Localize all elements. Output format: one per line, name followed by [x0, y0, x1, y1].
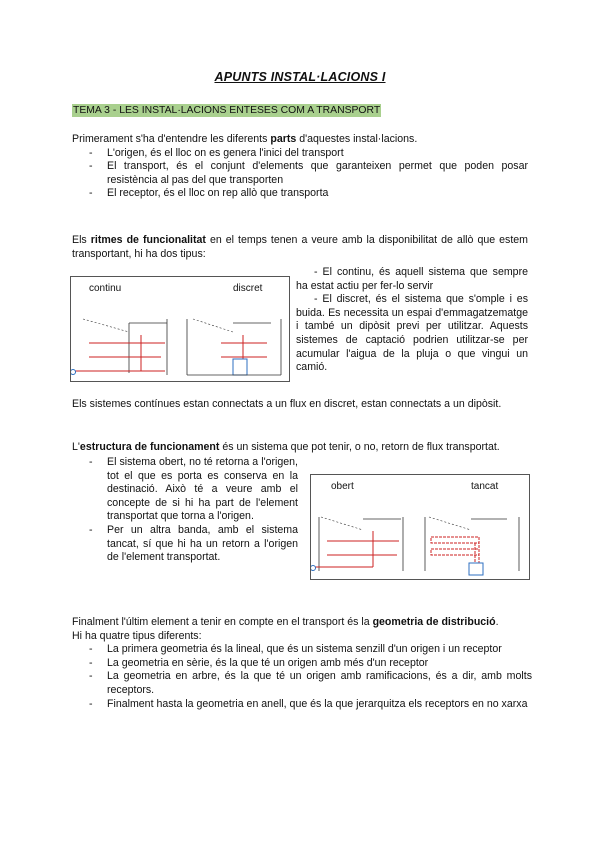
- list-item: - La geometria en arbre, és la que té un origen amb ramificacions, és a dir, amb molts receptors.: [72, 670, 532, 697]
- ritmes-figure: [70, 276, 290, 382]
- parts-section: [72, 133, 528, 201]
- list-item: - El receptor, és el lloc on rep allò que transporta: [72, 187, 528, 201]
- geometria-line2: Hi ha quatre tipus diferents:: [72, 629, 202, 642]
- section-heading: TEMA 3 - LES INSTAL·LACIONS ENTESES COM A TRANSPORT: [73, 105, 381, 116]
- ritmes-summary: Els sistemes contínues estan connectats a un flux en discret, estan connectats a un dipòsit.: [72, 398, 502, 410]
- list-item: - El discret, és el sistema que s'omple i es buida. Es necessita un espai d'emmagatzematge i també un dipòsit previ per utilitzar. Aquests sistemes de captació podrien utilitzar-se per acumular l'aigua de la pluja o que vingui un camió.: [296, 293, 528, 374]
- discret-label: discret: [233, 283, 263, 294]
- ritmes-intro: Els ritmes de funcionalitat en el temps tenen a veure amb la disponibilitat de allò que estem transportant, hi ha dos tipus:: [72, 234, 528, 260]
- geometria-list: [72, 643, 532, 711]
- estructura-list: [72, 456, 298, 565]
- list-item: - El transport, és el conjunt d'elements que garanteixen permet que poden posar resistència al pas del que transporten: [72, 160, 528, 187]
- geometria-intro: Finalment l'últim element a tenir en compte en el transport és la geometria de distribució.: [72, 616, 499, 628]
- list-item: - La geometria en sèrie, és la que té un origen amb més d'un receptor: [72, 657, 532, 671]
- list-item: - La primera geometria és la lineal, que és un sistema senzill d'un origen i un receptor: [72, 643, 532, 657]
- continu-label: continu: [89, 283, 122, 294]
- list-item: - Per un altra banda, amb el sistema tancat, sí que hi ha un retorn a l'origen de l'element transportat.: [72, 524, 298, 565]
- parts-intro: Primerament s'ha d'entendre les diferents parts d'aquestes instal·lacions.: [72, 133, 418, 145]
- ritmes-list: [296, 266, 528, 375]
- geometria-section: [72, 616, 532, 711]
- list-item: - El sistema obert, no té retorna a l'origen, tot el que es porta es conserva en la destinació. Això té a veure amb el concepte de si hi ha part de l'element transportat que torna a l'origen.: [72, 456, 298, 524]
- list-item: - El continu, és aquell sistema que sempre ha estat actiu per fer-lo servir: [296, 266, 528, 292]
- obert-label: obert: [331, 481, 354, 492]
- list-item: - L'origen, és el lloc on es genera l'inici del transport: [72, 147, 528, 161]
- page-title: APUNTS INSTAL·LACIONS I: [214, 70, 386, 84]
- parts-list: [72, 147, 528, 201]
- list-item: - Finalment hasta la geometria en anell, que és la que jerarquitza els receptors en no xarxa: [72, 698, 532, 712]
- estructura-figure: [310, 474, 530, 580]
- estructura-intro: L'estructura de funcionament és un sistema que pot tenir, o no, retorn de flux transportat.: [72, 441, 500, 453]
- tancat-label: tancat: [471, 481, 499, 492]
